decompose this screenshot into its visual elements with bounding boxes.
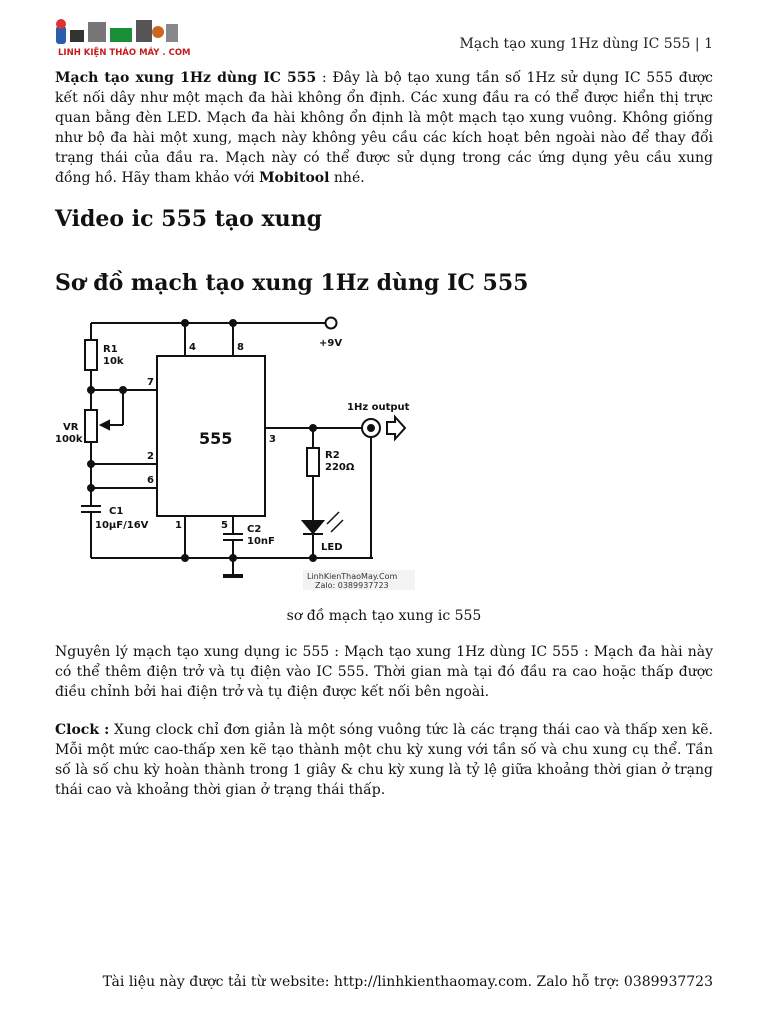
output-arrow-icon — [387, 417, 405, 439]
output-label: 1Hz output — [347, 402, 410, 413]
pin-8-label: 8 — [237, 342, 244, 353]
watermark-zalo: Zalo: 0389937723 — [315, 581, 389, 590]
vr-value: 100k — [55, 434, 83, 445]
c1-name: C1 — [109, 506, 124, 517]
brand-name: Mobitool — [259, 170, 330, 186]
c2-name: C2 — [247, 524, 262, 535]
r1-resistor — [85, 340, 97, 370]
pin-4-label: 4 — [189, 342, 196, 353]
principle-paragraph: Nguyên lý mạch tạo xung dụng ic 555 : Mạch tạo xung 1Hz dùng IC 555 : Mạch đa hài này có thể thêm điện trở và tụ điện vào IC 555. Thời gian mà tại đó đầu ra cao hoặc thấp được điều chỉnh bởi hai điện trở và tụ điện được kết nối bên ngoài. — [55, 644, 713, 700]
page-header-label: Mạch tạo xung 1Hz dùng IC 555 | 1 — [459, 36, 713, 52]
vr-potentiometer — [85, 410, 97, 442]
supply-label: +9V — [319, 338, 343, 349]
document-body — [55, 68, 713, 800]
r1-value: 10k — [103, 356, 124, 367]
pin-3-label: 3 — [269, 434, 276, 445]
heading-diagram: Sơ đồ mạch tạo xung 1Hz dùng IC 555 — [55, 270, 529, 296]
pin-5-label: 5 — [221, 520, 228, 531]
c2-value: 10nF — [247, 536, 275, 547]
intro-paragraph — [55, 68, 713, 188]
site-logo — [54, 16, 191, 60]
heading-video: Video ic 555 tạo xung — [55, 206, 322, 232]
pin-1-label: 1 — [175, 520, 182, 531]
r2-value: 220Ω — [325, 462, 355, 473]
clock-label: Clock : — [55, 722, 110, 738]
circuit-diagram — [55, 318, 423, 590]
intro-text-2: nhé. — [329, 170, 365, 186]
pin-6-label: 6 — [147, 475, 154, 486]
vr-name: VR — [63, 422, 79, 433]
pin-7-label: 7 — [147, 377, 154, 388]
pin-2-label: 2 — [147, 451, 154, 462]
clock-text: Xung clock chỉ đơn giản là một sóng vuông tức là các trạng thái cao và thấp xen kẽ. Mỗi một mức cao-thấp xen kẽ tạo thành một chu kỳ xung với tần số và chu xung cụ thể. Tần số là số chu kỳ hoàn thành trong 1 giây & chu kỳ xung là tỷ lệ giữa khoảng thời gian ở trạng thái cao và khoảng thời gian ở trạng thái thấp. — [55, 722, 713, 798]
r2-resistor — [307, 448, 319, 476]
c1-value: 10µF/16V — [95, 520, 149, 531]
logo-text: LINH KIỆN THÁO MÁY . COM — [58, 48, 191, 58]
clock-paragraph — [55, 720, 713, 800]
watermark-site: LinhKienThaoMay.Com — [307, 572, 398, 581]
intro-text-1: : Đây là bộ tạo xung tần số 1Hz sử dụng IC 555 được kết nối dây như một mạch đa hài không ổn định. Các xung đầu ra có thể được hiển thị trực quan bằng đèn LED. Mạch đa hài không ổn định là một mạch tạo xung vuông. Không giống như bộ đa hài một xung, mạch này không yêu cầu các kích hoạt bên ngoài nào để thay đổi trạng thái của đầu ra. Mạch này có thể được sử dụng trong các ứng dụng yêu cầu xung đồng hồ. Hãy tham khảo với — [55, 70, 713, 186]
r2-name: R2 — [325, 450, 340, 461]
page-footer: Tài liệu này được tải từ website: http://linhkienthaomay.com. Zalo hỗ trợ: 0389937723 — [102, 974, 713, 990]
diagram-caption: sơ đồ mạch tạo xung ic 555 — [286, 608, 482, 624]
intro-title: Mạch tạo xung 1Hz dùng IC 555 — [55, 70, 317, 86]
led-diode-icon — [303, 521, 323, 533]
ic-label: 555 — [199, 429, 233, 448]
led-label: LED — [321, 542, 343, 553]
r1-name: R1 — [103, 344, 118, 355]
